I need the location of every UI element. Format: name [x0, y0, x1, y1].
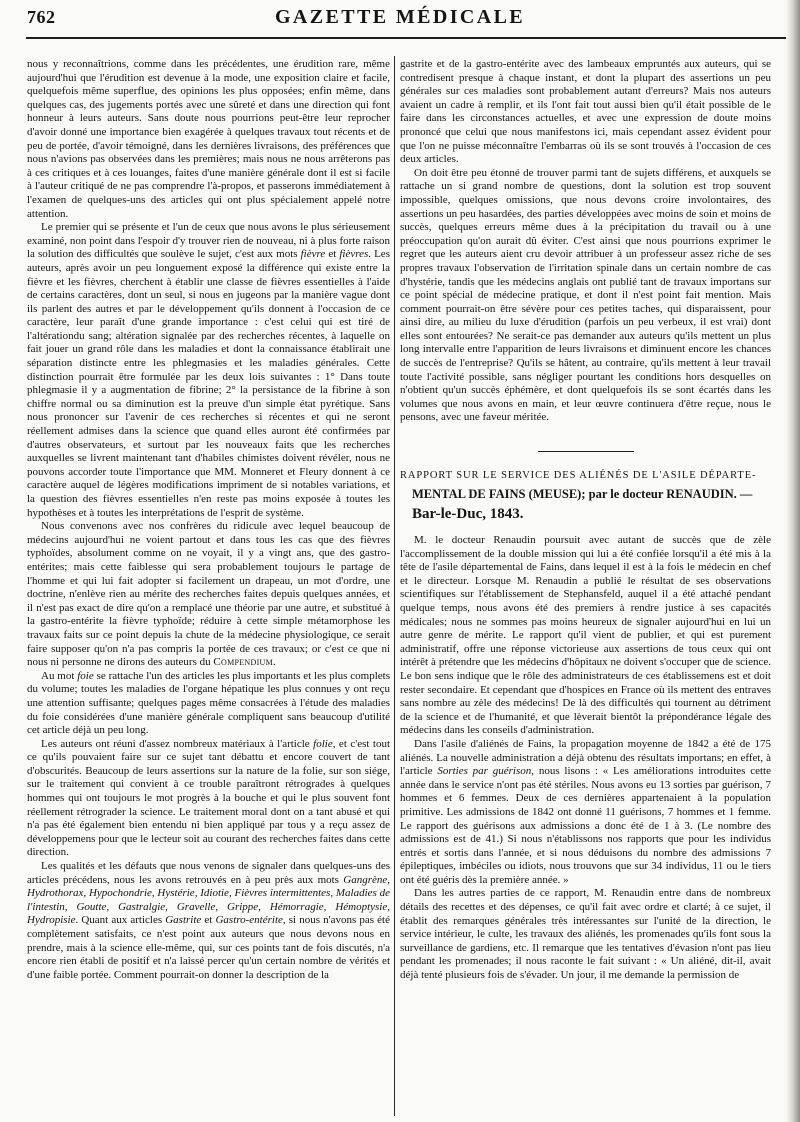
text-run: Dans l'asile d'aliénés de Fains, la propagation moyenne de 1842 a été de 175 aliénés. La nouvelle administration a déjà obtenu des résultats importans; en effet, à l'article — [400, 737, 771, 778]
paragraph — [400, 887, 771, 982]
text-run: nous y reconnaîtrions, comme dans les précédentes, une érudition rare, même aujourd'hui que l'érudition est devenue à la mode, une exposition claire et facile, quelquefois même superflue, des opinions les plus opposées; enfin même, dans quelques cas, des jugements portés avec une sûreté et dans une direction qui font honneur à leurs auteurs. Sans doute nous pourrions peut-être leur reprocher d'avoir donné une importance bien exagérée à quelques travaux tout récents et de peu de portée, d'avoir témoigné, dans les dernières livraisons, des préférences que nous n'avions pas observées dans les premières; mais nous ne nous arrêterons pas à ces critiques et à ces louanges, faites d'une manière générale dont il est si facile à l'auteur critiqué de ne pas comprendre l'à-propos, et passerons immédiatement à l'examen de quelques-uns des articles qui ont plus spécialement appelé notre attention. — [27, 58, 390, 220]
running-title: GAZETTE MÉDICALE — [274, 6, 526, 28]
left-column-text — [27, 58, 390, 982]
text-run: . Quant aux articles — [75, 914, 166, 927]
right-column — [400, 58, 771, 983]
report-text — [400, 534, 771, 983]
text-run: Les qualités et les défauts que nous venons de signaler dans quelques-uns des articles précédens, nous les avons retrouvés en à peu près aux mots — [27, 860, 390, 886]
text-run: , nous lisons : « Les améliorations introduites cette année dans le service n'ont pas été stériles. Nous avons eu 13 sorties par guérison, 7 hommes et 6 femmes. Deux de ces dernières appartenaient à la population primitive. Les admissions de 1842 ont donné 11 guérisons, 7 hommes et 1 femme. Le rapport des guérisons aux admissions a donc été de 1 à 3. (Le nombre des admissions est de 41.) Si nous n'établissons nos rapports que pour les individus entrés et sortis dans l'année, et si nous déduisons du nombre des admissions 7 épileptiques, imbéciles ou idiots, nous trouvons que sur 34 individus, 11 ou le tiers ont été guéris dès la première année. » — [400, 765, 771, 886]
paragraph — [27, 738, 390, 860]
text-run: se rattache l'un des articles les plus importants et les plus complets du volume; toutes les maladies de l'organe hépatique les plus connues y ont reçu une attention suffisante; quelques pages même consacrées à l'étude des maladies du foie considérées d'une manière générale compliquent sans beaucoup d'utilité cet article déjà un peu long. — [27, 669, 390, 737]
text-run: . Les auteurs, après avoir un peu longuement exposé la différence qui existe entre la fièvre et les fièvres, cherchent à établir une classe de fièvres essentielles à l'aide de certains caractères, dont un seul, si nous en jugeons par la manière vague dont ils parlent des autres et par le développement qu'ils donnent à l'occasion de ce caractère, leur paraît d'une grande importance : c'est celui qui est tiré de l'altérationdu sang; altération signalée par des recherches récentes, à laquelle on fait jouer un grand rôle dans les maladies et dont la connaissance établirait une séparation distincte entre les phlegmasies et les maladies générales. Cette distinction pourrait être formulée par les deux lois suivantes : 1° Dans toute phlegmasie il y a augmentation de fibrine; 2° la persistance de la fibrine à son chiffre normal ou sa diminution est la preuve d'un simple état pyrétique. Sans nous prononcer sur l'avenir de ces recherches si récentes et qui ne seront réellement admises dans la science que quand elles auront été confirmées par d'autres observateurs, et surtout par les nouveaux faits que les recherches auxquelles se livrent maintenant tant d'habiles chimistes doivent révéler, nous ne pouvons accorder toute l'importance que MM. Monneret et Fleury donnent à ce caractère auquel de légères modifications impriment de si notables variations, et la question des fièvres essentielles n'en reste pas moins exposée à toutes les hypothèses et à toutes les interprétations de l'esprit de système. — [27, 248, 390, 519]
italic-text: Sorties par guérison — [437, 765, 532, 778]
italic-text: Gastrite — [165, 914, 202, 927]
paragraph — [400, 534, 771, 738]
report-heading-line: RAPPORT SUR LE SERVICE DES ALIÉNÉS DE L'ASILE DÉPARTE- — [400, 470, 757, 482]
paragraph — [400, 58, 771, 167]
italic-text: foie — [77, 669, 94, 682]
report-heading-line: MENTAL DE FAINS (MEUSE); par le docteur RENAUDIN. — — [412, 487, 753, 502]
column-divider — [394, 56, 395, 1116]
text-run: Dans les autres parties de ce rapport, M. Renaudin entre dans de nombreux détails des recettes et des dépenses, ce qu'il fait avec ordre et clarté; à ce sujet, il établit des remarques générales très intéressantes sur l'unité de la direction, le service intérieur, le culte, les travaux des aliénés, les promenades qu'ils font sous la surveillance de gardiens, etc. Il remarque que les tentatives d'évasion n'ont pas lieu pendant les promenades; il nous raconte le fait suivant : « Un aliéné, dit-il, avait déjà tenté plusieurs fois de s'évader. Un jour, il me demande la permission de — [400, 887, 771, 982]
text-run: Le premier qui se présente et l'un de ceux que nous avons le plus sérieusement examiné, non point dans l'espoir d'y trouver rien de nouveau, ni à plus forte raison la solution des difficultés que soulève le sujet, c'est aux mots — [27, 221, 390, 261]
text-run: M. le docteur Renaudin poursuit avec autant de succès que de zèle l'accomplissement de la double mission qui lui a été confiée lorsqu'il a été mis à la tête de l'asile départemental de Fains, dans lequel il est à la fois le médecin en chef et le directeur. Lorsque M. Renaudin a publié le résultat de ses observations scientifiques sur l'établissement de Stephansfeld, auquel il a été attaché pendant quelque temps, nous avons été des premiers à rendre justice à ses capacités médicales; nous ne sommes pas moins heureux de signaler aujourd'hui en lui un autre genre de mérite. Le rapport qu'il vient de publier, et qui est purement administratif, offre une réponse victorieuse aux assertions de tous ceux qui ont intérêt à prétendre que les médecins d'hôpitaux ne doivent s'occuper que de science. Le bon sens indique que le rôle des administrateurs de ces établissemens est et doit rester secondaire. Et cependant que d'hospices en France où ils mettent des entraves sans nombre au zèle des médecins! De là des difficultés qui tournent au détriment de la science et de l'humanité, et que lèverait bientôt la prépondérance légale des médecins dans les conseils d'administration. — [400, 534, 771, 737]
text-run: , et c'est tout ce qu'ils pouvaient faire sur ce sujet tant débattu et encore couvert de tant d'obscurités. Beaucoup de leurs assertions sur la nature de la folie, sur son siége, sur le traitement qui convient à ce trouble paraîtront rétrogrades à quelques hommes qui ont toujours le mot progrès à la bouche et qui le plus souvent font réellement rétrograder la science. Le traitement moral dont on a tant abusé et qui n'a pas été également bien entendu ni bien appliqué par tous y a reçu assez de développemens pour que le lecteur soit au courant des recherches faites dans cette direction. — [27, 737, 390, 859]
text-run: Nous convenons avec nos confrères du ridicule avec lequel beaucoup de médecins aujourd'hui ne voient partout et dans tous les cas que des fièvres typhoïdes, absolument comme on ne voyait, il y a vingt ans, que des gastro-entérites; mais cette faiblesse qui sera probablement toujours le partage de l'homme et qui lui fait adopter si facilement un drapeau, un mot d'ordre, une doctrine, n'enlève rien au mérite des recherches faites depuis quelques années, et il n'est pas exact de dire qu'on a remplacé une théorie par une autre, et substitué à la gastro-entérite la fièvre typhoïde; réduire à cette simple métamorphose les travaux faits sur ce point depuis la chute de la médecine physiologique, ce serait faire supposer qu'on n'a pas compris la portée de ces travaux; or c'est ce que ni nous ni personne ne dirons des auteurs du — [27, 520, 390, 669]
text-run: . — [273, 656, 276, 669]
page-number: 762 — [27, 7, 56, 27]
italic-text: Gastro-entérite — [215, 914, 283, 927]
section-divider-rule — [538, 451, 634, 452]
review-conclusion-text — [400, 58, 771, 425]
text-run: Au mot — [41, 669, 78, 682]
italic-text: fièvre — [300, 248, 326, 261]
left-column — [27, 58, 390, 982]
paragraph — [27, 221, 390, 520]
report-heading — [400, 468, 771, 524]
italic-text: fièvres — [339, 248, 369, 261]
text-run: , si nous n'avons pas été complètement satisfaits, ce n'est point aux auteurs que nous devons nous en prendre, mais à la science elle-même, qui, sur ces points tant de fois discutés, n'a encore rien établi de positif et n'a laissé percer qu'un certain nombre de vérités et d'une faible portée. Comment pourrait-on donner la description de la — [27, 914, 390, 981]
italic-text: folie — [313, 737, 333, 750]
header-rule — [26, 37, 786, 39]
text-run: et — [325, 248, 340, 261]
paragraph — [27, 58, 390, 221]
text-run: gastrite et de la gastro-entérite avec des lambeaux empruntés aux auteurs, qui se contredisent presque à chaque instant, et dont la plupart des assertions un peu générales sur ces maladies sont probablement autant d'erreurs? Mais nos auteurs avaient un cadre à remplir, et ils l'ont fait tout aussi bien qu'il était possible de le faire dans les circonstances actuelles, et avec une expression de doute moins prononcé que celui que nous manifestons ici, mais cependant assez évident pour que l'on ne puisse méconnaître l'embarras où ils se sont trouvés à l'occasion de ces deux articles. — [400, 58, 771, 166]
scan-page-edge — [786, 0, 800, 1122]
paragraph — [27, 520, 390, 670]
paragraph — [27, 670, 390, 738]
report-heading-line: Bar-le-Duc, 1843. — [412, 506, 524, 523]
text-run: et — [201, 914, 216, 927]
smallcaps-text: Compendium — [213, 656, 274, 669]
italic-text: Gangrène, Hydrothorax, Hypochondrie, Hystérie, Idiotie, Fièvres intermittentes, Maladies de l'intestin, Goutte, Gastralgie, Gravelle, Grippe, Hémorragie, Hémoptysie, Hydropisie — [27, 873, 390, 927]
text-run: Les auteurs ont réuni d'assez nombreux matériaux à l'article — [41, 737, 314, 750]
text-run: On doit être peu étonné de trouver parmi tant de sujets différens, et auxquels se rattache un si grand nombre de questions, dont la solution est trop souvent impossible, quelques omissions, que nous devons croire involontaires, des assertions un peu hasardées, des parties développées avec moins de soin et moins de succès, quelques erreurs même dues à la précipitation du travail ou à une préoccupation qu'on aurait dû éviter. C'est ainsi que nous pourrions exprimer le regret que les auteurs aient cru devoir attribuer à un professeur assez riche de ses propres travaux l'observation de l'irritation spinale dans un certain nombre de cas d'hystérie, tandis que les médecins anglais ont publié tant de travaux importans sur ce point spécial de médecine pratique, et dont il n'est point fait mention. Mais comment pourrait-on être sévère pour ces petites taches, qui disparaissent, pour ainsi dire, au milieu du luxe d'érudition (parfois un peu verbeux, il est vrai) dont elles sont entourées? Ne serait-ce pas demander aux auteurs qu'ils mettent un plus long intervalle entre l'apparition de leurs livraisons et diminuent encore les chances de succès de l'entreprise? Qu'ils se hâtent, au contraire, qu'ils mettent à leur travail toute l'activité possible, sans négliger pourtant les conditions hors desquelles on n'obtient qu'un succès éphémère, et dont quelquefois ils se sont écartés dans les volumes que nous avons en main, et leur œuvre continuera d'être reçue, nous le pensons, avec une faveur méritée. — [400, 166, 771, 424]
paragraph — [27, 860, 390, 982]
paragraph — [400, 738, 771, 888]
paragraph — [400, 167, 771, 425]
